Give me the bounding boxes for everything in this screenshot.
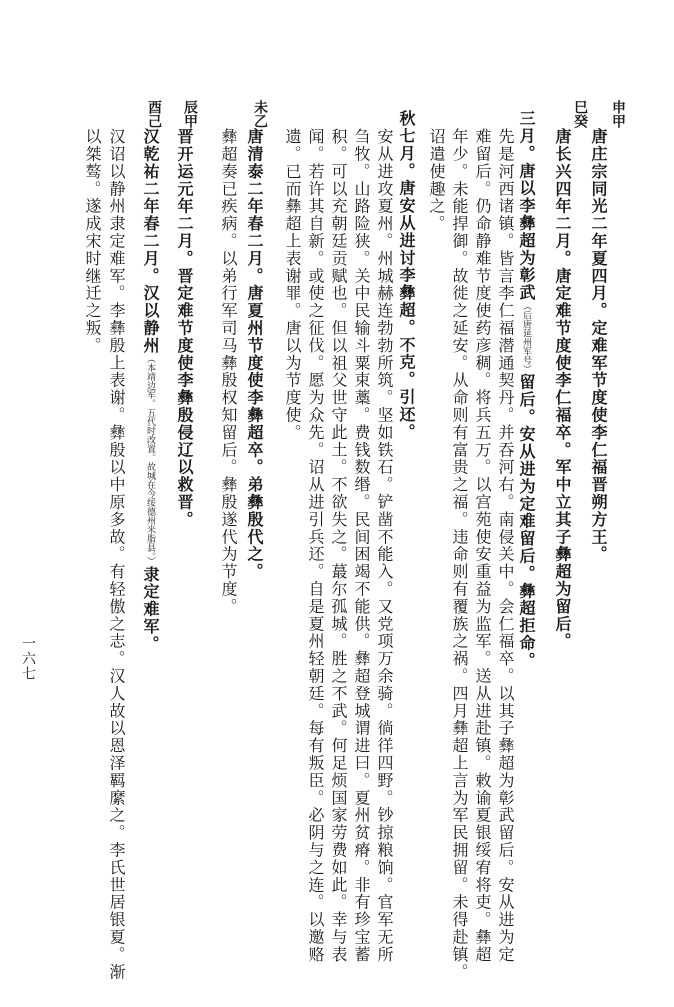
page-number: 一六七 (20, 636, 36, 681)
body-text-line: 安从进攻夏州。州城赫连勃勃所筑。坚如铁石。铲凿不能入。又党项万余骑。徜徉四野。钞掠粮饷。官军无所 (375, 128, 394, 964)
inline-note: （后唐延州军号） (521, 301, 531, 374)
entry-heading-kaiyun: 晋开运元年二月。晋定难节度使李彝殷侵辽以救晋。 (175, 128, 194, 529)
body-text-line: 诏遣使趣之。 (427, 128, 446, 233)
entry-heading-qingtai: 唐清泰二年春二月。唐夏州节度使李彝超卒。弟彝殷代之。 (245, 128, 264, 581)
entry-heading-march (516, 110, 536, 669)
entry-heading-july: 秋七月。唐安从进讨李彝超。不克。引还。 (397, 110, 416, 441)
ganzhi-char: 申 (610, 100, 626, 114)
ganzhi-char: 巳 (572, 100, 588, 114)
ganzhi-char: 己 (146, 114, 162, 128)
body-text-line: 汉诏以静州隶定难军。李彝殷上表谢。彝殷以中原多故。有轻傲之志。汉人故以恩泽羁縻之。李氏世居银夏。渐 (107, 128, 126, 981)
ganzhi-jiachen (182, 100, 197, 128)
body-text-line: 以桀骜。遂成宋时继迁之叛。 (83, 128, 102, 355)
ganzhi-char: 甲 (610, 114, 626, 128)
ganzhi-char: 癸 (572, 114, 588, 128)
ganzhi-char: 甲 (182, 114, 198, 128)
entry-heading-tongguang: 唐庄宗同光二年夏四月。定难军节度使李仁福晋朔方王。 (589, 128, 608, 563)
body-text-line: 年少。未能捍御。故徙之延安。从命则有富贵之福。违命则有覆族之祸。四月彝超上言为军民拥留。未得赴镇。 (450, 128, 469, 981)
heading-text: 留后。安从进为定难留后。彝超拒命。 (517, 373, 536, 670)
body-text-line: 闻。若许其自新。或使之征伐。愿为众先。诏从进引兵还。自是夏州轻朝廷。每有叛臣。必阴与之连。以邀赂 (306, 128, 325, 964)
body-text-line: 积。可以充朝廷贡赋也。但以祖父世守此土。不欲失之。蕞尔孤城。胜之不武。何足烦国家劳费如此。幸与表 (329, 128, 348, 964)
body-text-line: 彝超奏已疾病。以弟行军司马彝殷权知留后。彝殷遂代为节度。 (219, 128, 238, 616)
ganzhi-jiyou (146, 100, 161, 128)
ganzhi-char: 乙 (252, 114, 268, 128)
body-text-line: 先是河西诸镇。皆言李仁福潜通契丹。并吞河右。南侵关中。会仁福卒。以其子彝超为彰武留后。安从进为定 (496, 128, 515, 964)
ganzhi-char: 辰 (182, 100, 198, 114)
ganzhi-guisi (572, 100, 587, 128)
body-text-line: 刍牧。山路险狭。关中民输斗粟束藁。费钱数缗。民间困竭不能供。彝超登城谓进曰。夏州贫瘠。非有珍宝蓄 (352, 128, 371, 964)
ganzhi-yiwei (252, 100, 267, 128)
ganzhi-jiashen (610, 100, 625, 128)
ganzhi-char: 未 (252, 100, 268, 114)
heading-text: 隶定难军。 (141, 565, 160, 653)
entry-heading-changxing: 唐长兴四年二月。唐定难节度使李仁福卒。军中立其子彝超为留后。 (553, 128, 572, 650)
heading-text: 汉乾祐二年春二月。汉以静州 (141, 128, 160, 355)
heading-text: 三月。唐以李彝超为彰武 (517, 110, 536, 302)
ganzhi-char: 酉 (146, 100, 162, 114)
entry-heading-qianyou (140, 128, 160, 653)
body-text-line: 遗。已而彝超上表谢罪。唐以为节度使。 (283, 128, 302, 442)
inline-note: （本靖边军。五代时改置。故城在今绥德州米脂县。） (145, 354, 155, 566)
body-text-line: 难留后。仍命静难节度使药彦稠。将兵五万。以宫苑使安重益为监军。送从进赴镇。敕谕夏银绥宥将吏。彝超 (473, 128, 492, 964)
